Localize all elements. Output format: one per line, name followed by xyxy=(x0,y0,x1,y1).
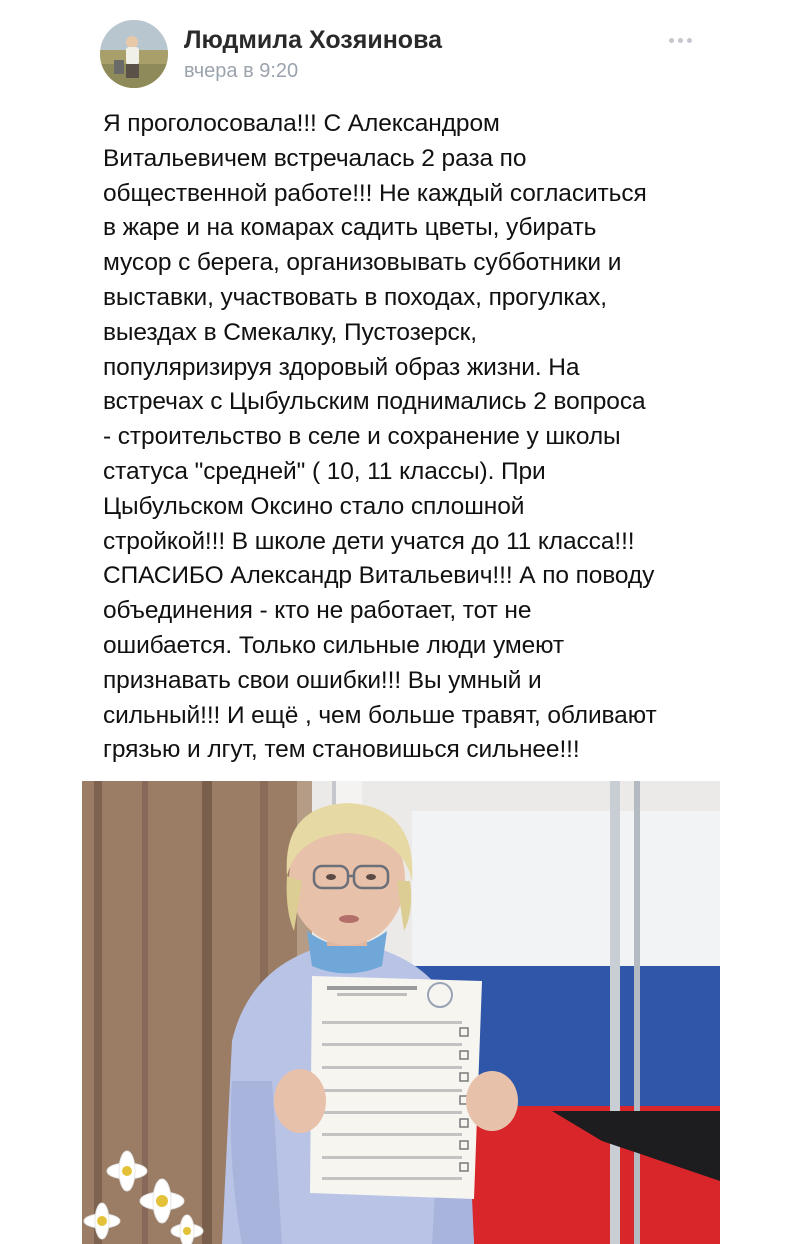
more-dots-icon[interactable] xyxy=(660,30,700,50)
avatar-image xyxy=(100,20,168,88)
photo-voter-with-ballot xyxy=(82,781,720,1244)
dot xyxy=(669,38,674,43)
author-name[interactable]: Людмила Хозяинова xyxy=(184,26,443,54)
post-photo[interactable] xyxy=(82,781,720,1244)
author-avatar[interactable] xyxy=(100,20,168,88)
dot xyxy=(687,38,692,43)
post-timestamp[interactable]: вчера в 9:20 xyxy=(184,60,299,82)
post-header xyxy=(0,0,807,100)
dot xyxy=(678,38,683,43)
post-text: Я проголосовала!!! С Александром Витальевичем встречалась 2 раза по общественной работе!!! Не каждый согласиться в жаре и на комарах садить цветы, убирать мусор с берега, организовывать субботники и выставки, участвовать в походах, прогулках, выездах в Смекалку, Пустозерск, популяризируя здоровый образ жизни. На встречах с Цыбульским поднимались 2 вопроса - строительство в селе и сохранение у школы статуса "средней" ( 10, 11 классы). При Цыбульском Оксино стало сплошной стройкой!!! В школе дети учатся до 11 класса!!! СПАСИБО Александр Витальевич!!! А по поводу объединения - кто не работает, тот не ошибается. Только сильные люди умеют признавать свои ошибки!!! Вы умный и сильный!!! И ещё , чем больше травят, обливают грязью и лгут, тем становишься сильнее!!! xyxy=(103,110,657,764)
